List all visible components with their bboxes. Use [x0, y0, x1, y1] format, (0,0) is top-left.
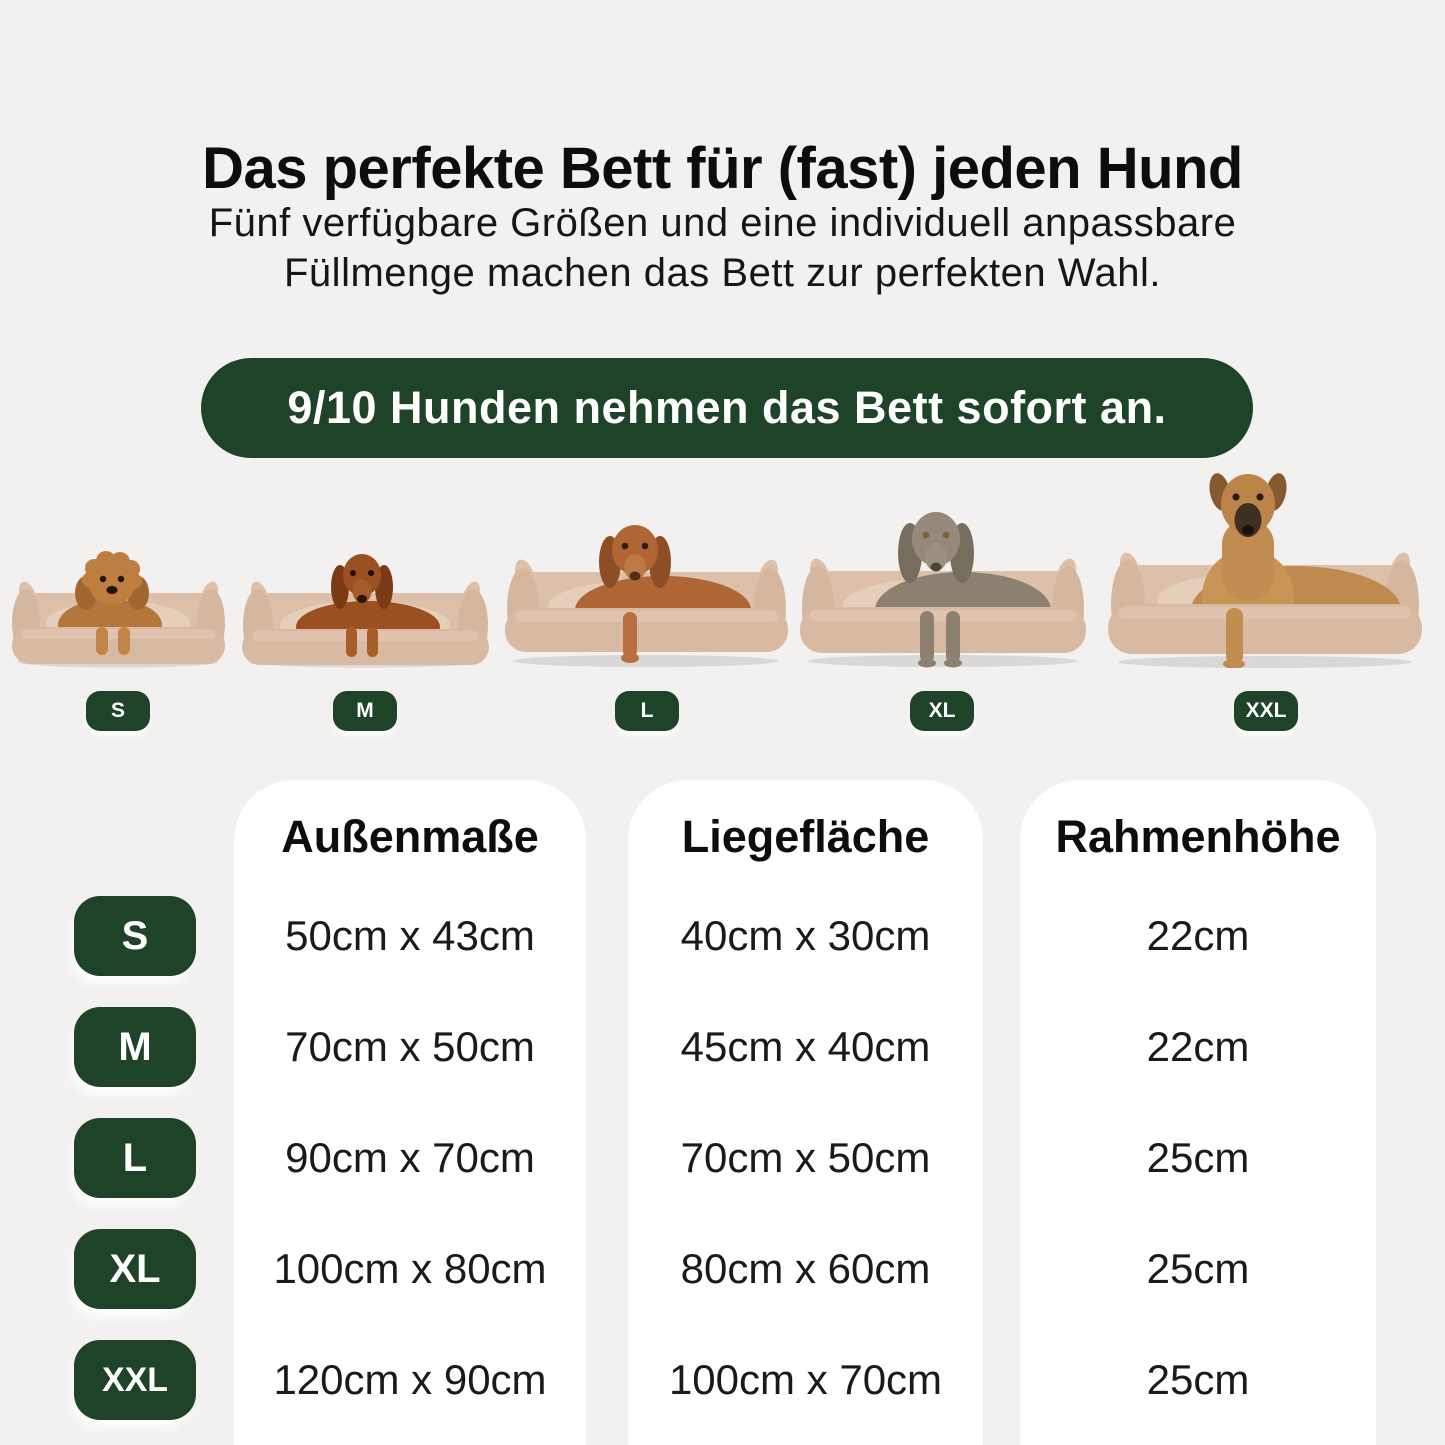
- cell-lying-area: 80cm x 60cm: [680, 1245, 931, 1292]
- figure-size-s: [10, 543, 227, 668]
- subtitle-line-2: Füllmenge machen das Bett zur perfekten Wahl.: [284, 251, 1161, 295]
- great-dane-in-bed-graphic: [1106, 460, 1424, 668]
- cell-lying-area: 100cm x 70cm: [668, 1356, 943, 1403]
- cell-lying-area: 40cm x 30cm: [680, 912, 931, 959]
- size-pill-s: S: [86, 691, 150, 731]
- poodle-puppy-in-bed-graphic: [10, 543, 227, 668]
- claim-banner-text: 9/10 Hunden nehmen das Bett sofort an.: [287, 382, 1167, 433]
- column-header-liegeflaeche: Liegefläche: [681, 811, 930, 862]
- row-size-badge: XL: [74, 1229, 196, 1309]
- table-row-m: [0, 1007, 1445, 1087]
- claim-banner: [201, 358, 1253, 458]
- page-title: Das perfekte Bett für (fast) jeden Hund: [202, 135, 1243, 201]
- figure-size-xl: [798, 493, 1088, 668]
- cell-frame-height: 22cm: [1146, 1023, 1250, 1070]
- cell-outer-dims: 120cm x 90cm: [273, 1356, 547, 1403]
- row-size-badge: S: [74, 896, 196, 976]
- cell-outer-dims: 90cm x 70cm: [285, 1134, 535, 1181]
- table-row-s: [0, 896, 1445, 976]
- figure-size-m: [240, 533, 491, 668]
- subtitle-line-1: Fünf verfügbare Größen und eine individuell anpassbare: [208, 201, 1237, 245]
- cell-outer-dims: 70cm x 50cm: [285, 1023, 535, 1070]
- row-size-badge: XXL: [74, 1340, 196, 1420]
- size-pill-l: L: [615, 691, 679, 731]
- dachshund-in-bed-graphic: [240, 533, 491, 668]
- cell-frame-height: 25cm: [1146, 1245, 1250, 1292]
- column-header-aussenmasse: Außenmaße: [281, 811, 539, 862]
- page-subtitle: [0, 198, 1445, 298]
- weimaraner-in-bed-graphic: [798, 493, 1088, 668]
- size-pill-xl: XL: [910, 691, 974, 731]
- row-size-badge: L: [74, 1118, 196, 1198]
- cell-frame-height: 25cm: [1146, 1356, 1250, 1403]
- cell-frame-height: 22cm: [1146, 912, 1250, 959]
- cell-lying-area: 45cm x 40cm: [680, 1023, 931, 1070]
- figure-size-l: [503, 508, 790, 668]
- table-row-xxl: [0, 1340, 1445, 1420]
- column-header-rahmenhoehe: Rahmenhöhe: [1055, 811, 1341, 862]
- size-pill-m: M: [333, 691, 397, 731]
- cell-outer-dims: 100cm x 80cm: [273, 1245, 547, 1292]
- cell-outer-dims: 50cm x 43cm: [285, 912, 535, 959]
- table-row-xl: [0, 1229, 1445, 1309]
- cell-lying-area: 70cm x 50cm: [680, 1134, 931, 1181]
- vizsla-in-bed-graphic: [503, 508, 790, 668]
- cell-frame-height: 25cm: [1146, 1134, 1250, 1181]
- size-pill-xxl: XXL: [1234, 691, 1298, 731]
- figure-size-xxl: [1106, 460, 1424, 668]
- row-size-badge: M: [74, 1007, 196, 1087]
- table-row-l: [0, 1118, 1445, 1198]
